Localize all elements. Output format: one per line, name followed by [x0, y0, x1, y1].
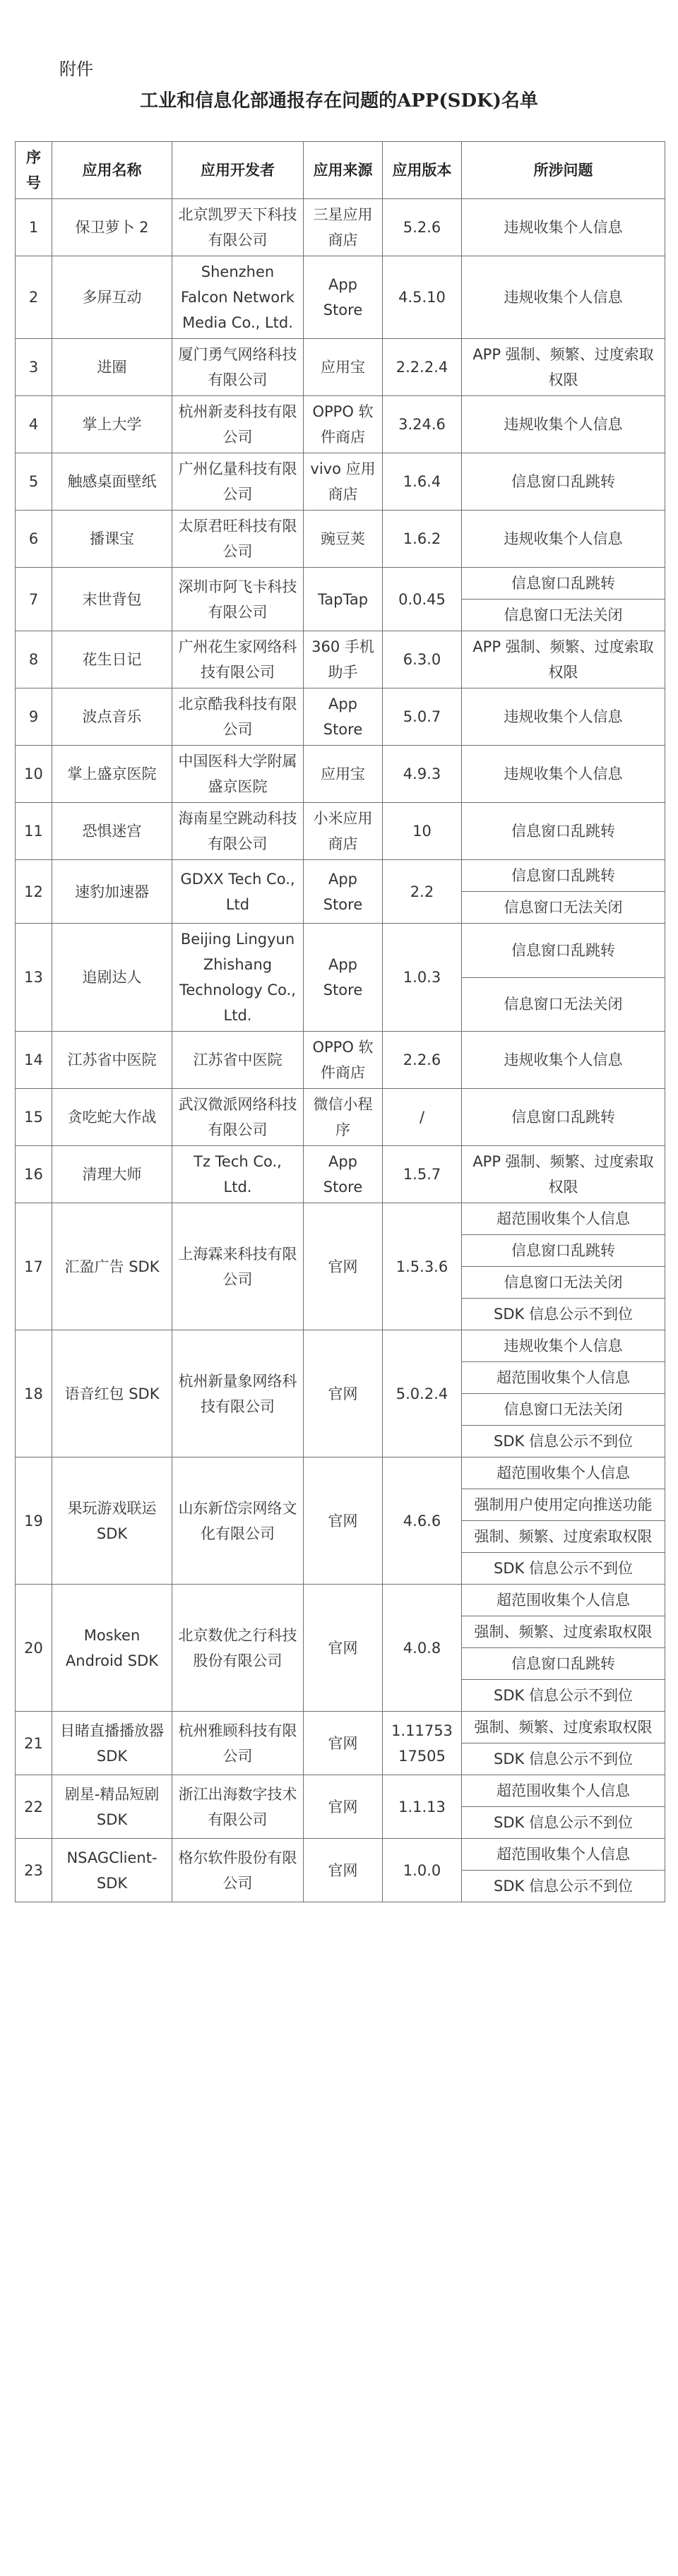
table-row — [16, 568, 665, 600]
row-number: 12 — [16, 860, 52, 924]
table-row — [16, 746, 665, 803]
table-row — [16, 1585, 665, 1616]
issue-cell: SDK 信息公示不到位 — [462, 1553, 665, 1585]
table-row — [16, 396, 665, 453]
developer-cell: 杭州新麦科技有限公司 — [172, 396, 304, 453]
app-name-cell: Mosken Android SDK — [52, 1585, 172, 1712]
table-row — [16, 511, 665, 568]
developer-cell: 北京数优之行科技股份有限公司 — [172, 1585, 304, 1712]
developer-cell: 太原君旺科技有限公司 — [172, 511, 304, 568]
header-app-name: 应用名称 — [52, 142, 172, 199]
table-row — [16, 339, 665, 396]
issue-cell: 超范围收集个人信息 — [462, 1839, 665, 1871]
source-cell: App Store — [304, 256, 383, 339]
version-cell: 5.2.6 — [383, 199, 462, 256]
developer-cell: 杭州雅顾科技有限公司 — [172, 1712, 304, 1775]
developer-cell: 江苏省中医院 — [172, 1032, 304, 1089]
issue-cell: SDK 信息公示不到位 — [462, 1743, 665, 1775]
source-cell: TapTap — [304, 568, 383, 631]
header-source: 应用来源 — [304, 142, 383, 199]
app-name-cell: 目睹直播播放器 SDK — [52, 1712, 172, 1775]
source-cell: App Store — [304, 688, 383, 746]
version-cell: 4.0.8 — [383, 1585, 462, 1712]
table-row — [16, 1032, 665, 1089]
source-cell: 微信小程序 — [304, 1089, 383, 1146]
header-no: 序号 — [16, 142, 52, 199]
issue-cell: 强制、频繁、过度索取权限 — [462, 1521, 665, 1553]
developer-cell: Beijing Lingyun Zhishang Technology Co., Ltd. — [172, 924, 304, 1032]
header-version: 应用版本 — [383, 142, 462, 199]
version-cell: 1.0.0 — [383, 1839, 462, 1902]
version-cell: 10 — [383, 803, 462, 860]
header-issues: 所涉问题 — [462, 142, 665, 199]
version-cell: 2.2 — [383, 860, 462, 924]
app-name-cell: 掌上盛京医院 — [52, 746, 172, 803]
developer-cell: 广州花生家网络科技有限公司 — [172, 631, 304, 688]
row-number: 5 — [16, 453, 52, 511]
version-cell: 2.2.2.4 — [383, 339, 462, 396]
source-cell: 应用宝 — [304, 339, 383, 396]
issue-cell: SDK 信息公示不到位 — [462, 1299, 665, 1330]
row-number: 20 — [16, 1585, 52, 1712]
developer-cell: 厦门勇气网络科技有限公司 — [172, 339, 304, 396]
app-name-cell: 恐惧迷宫 — [52, 803, 172, 860]
version-cell: 1.0.3 — [383, 924, 462, 1032]
issue-cell: 违规收集个人信息 — [462, 1032, 665, 1089]
issue-cell: 违规收集个人信息 — [462, 396, 665, 453]
issue-cell: 违规收集个人信息 — [462, 256, 665, 339]
developer-cell: 浙江出海数字技术有限公司 — [172, 1775, 304, 1839]
issue-cell: 信息窗口乱跳转 — [462, 1648, 665, 1680]
app-name-cell: 果玩游戏联运 SDK — [52, 1457, 172, 1585]
version-cell: 1.1175317505 — [383, 1712, 462, 1775]
source-cell: 官网 — [304, 1457, 383, 1585]
app-name-cell: 触感桌面壁纸 — [52, 453, 172, 511]
developer-cell: 山东新岱宗网络文化有限公司 — [172, 1457, 304, 1585]
developer-cell: Tz Tech Co., Ltd. — [172, 1146, 304, 1203]
table-row — [16, 1146, 665, 1203]
issue-cell: APP 强制、频繁、过度索取权限 — [462, 631, 665, 688]
issue-cell: 超范围收集个人信息 — [462, 1362, 665, 1394]
row-number: 10 — [16, 746, 52, 803]
row-number: 21 — [16, 1712, 52, 1775]
source-cell: 官网 — [304, 1585, 383, 1712]
table-row — [16, 688, 665, 746]
developer-cell: 北京酷我科技有限公司 — [172, 688, 304, 746]
version-cell: 0.0.45 — [383, 568, 462, 631]
developer-cell: 杭州新量象网络科技有限公司 — [172, 1330, 304, 1457]
issue-cell: SDK 信息公示不到位 — [462, 1807, 665, 1839]
issue-cell: APP 强制、频繁、过度索取权限 — [462, 1146, 665, 1203]
row-number: 13 — [16, 924, 52, 1032]
app-name-cell: 掌上大学 — [52, 396, 172, 453]
app-sdk-table — [15, 141, 665, 1902]
issue-cell: 超范围收集个人信息 — [462, 1203, 665, 1235]
source-cell: App Store — [304, 924, 383, 1032]
version-cell: 3.24.6 — [383, 396, 462, 453]
source-cell: 官网 — [304, 1775, 383, 1839]
row-number: 4 — [16, 396, 52, 453]
row-number: 7 — [16, 568, 52, 631]
issue-cell: 违规收集个人信息 — [462, 746, 665, 803]
table-row — [16, 1203, 665, 1235]
app-name-cell: 播课宝 — [52, 511, 172, 568]
table-row — [16, 453, 665, 511]
table-row — [16, 1712, 665, 1743]
developer-cell: 海南星空跳动科技有限公司 — [172, 803, 304, 860]
table-row — [16, 1839, 665, 1871]
table-row — [16, 1457, 665, 1489]
table-row — [16, 803, 665, 860]
version-cell: 4.6.6 — [383, 1457, 462, 1585]
version-cell: 1.5.7 — [383, 1146, 462, 1203]
app-name-cell: 贪吃蛇大作战 — [52, 1089, 172, 1146]
issue-cell: 强制用户使用定向推送功能 — [462, 1489, 665, 1521]
row-number: 14 — [16, 1032, 52, 1089]
app-name-cell: 多屏互动 — [52, 256, 172, 339]
row-number: 16 — [16, 1146, 52, 1203]
app-name-cell: 波点音乐 — [52, 688, 172, 746]
version-cell: / — [383, 1089, 462, 1146]
app-name-cell: NSAGClient-SDK — [52, 1839, 172, 1902]
issue-cell: 信息窗口乱跳转 — [462, 453, 665, 511]
issue-cell: 信息窗口无法关闭 — [462, 1267, 665, 1299]
app-name-cell: 江苏省中医院 — [52, 1032, 172, 1089]
row-number: 18 — [16, 1330, 52, 1457]
version-cell: 4.9.3 — [383, 746, 462, 803]
source-cell: 应用宝 — [304, 746, 383, 803]
issue-cell: 违规收集个人信息 — [462, 199, 665, 256]
row-number: 19 — [16, 1457, 52, 1585]
source-cell: 官网 — [304, 1839, 383, 1902]
developer-cell: 深圳市阿飞卡科技有限公司 — [172, 568, 304, 631]
issue-cell: 信息窗口无法关闭 — [462, 1394, 665, 1426]
source-cell: 360 手机助手 — [304, 631, 383, 688]
row-number: 8 — [16, 631, 52, 688]
issue-cell: 强制、频繁、过度索取权限 — [462, 1712, 665, 1743]
row-number: 11 — [16, 803, 52, 860]
issue-cell: 违规收集个人信息 — [462, 1330, 665, 1362]
issue-cell: SDK 信息公示不到位 — [462, 1426, 665, 1457]
table-header-row — [16, 142, 665, 199]
source-cell: App Store — [304, 1146, 383, 1203]
issue-cell: 违规收集个人信息 — [462, 511, 665, 568]
developer-cell: GDXX Tech Co., Ltd — [172, 860, 304, 924]
version-cell: 2.2.6 — [383, 1032, 462, 1089]
table-row — [16, 1330, 665, 1362]
row-number: 17 — [16, 1203, 52, 1330]
version-cell: 1.6.2 — [383, 511, 462, 568]
row-number: 23 — [16, 1839, 52, 1902]
source-cell: App Store — [304, 860, 383, 924]
version-cell: 1.5.3.6 — [383, 1203, 462, 1330]
table-row — [16, 860, 665, 892]
app-name-cell: 速豹加速器 — [52, 860, 172, 924]
app-name-cell: 清理大师 — [52, 1146, 172, 1203]
source-cell: 小米应用商店 — [304, 803, 383, 860]
source-cell: 豌豆荚 — [304, 511, 383, 568]
developer-cell: 格尔软件股份有限公司 — [172, 1839, 304, 1902]
table-row — [16, 199, 665, 256]
source-cell: vivo 应用商店 — [304, 453, 383, 511]
source-cell: 三星应用商店 — [304, 199, 383, 256]
version-cell: 5.0.2.4 — [383, 1330, 462, 1457]
app-name-cell: 剧星-精品短剧 SDK — [52, 1775, 172, 1839]
issue-cell: 超范围收集个人信息 — [462, 1585, 665, 1616]
app-name-cell: 花生日记 — [52, 631, 172, 688]
issue-cell: SDK 信息公示不到位 — [462, 1871, 665, 1902]
issue-cell: 信息窗口无法关闭 — [462, 600, 665, 631]
document-title: 工业和信息化部通报存在问题的APP(SDK)名单 — [140, 90, 538, 112]
issue-cell: 信息窗口乱跳转 — [462, 924, 665, 978]
table-row — [16, 256, 665, 339]
source-cell: 官网 — [304, 1330, 383, 1457]
source-cell: OPPO 软件商店 — [304, 396, 383, 453]
issue-cell: APP 强制、频繁、过度索取权限 — [462, 339, 665, 396]
version-cell: 5.0.7 — [383, 688, 462, 746]
issue-cell: 超范围收集个人信息 — [462, 1775, 665, 1807]
row-number: 6 — [16, 511, 52, 568]
app-name-cell: 语音红包 SDK — [52, 1330, 172, 1457]
row-number: 1 — [16, 199, 52, 256]
table-row — [16, 631, 665, 688]
issue-cell: 信息窗口乱跳转 — [462, 860, 665, 892]
row-number: 3 — [16, 339, 52, 396]
issue-cell: 强制、频繁、过度索取权限 — [462, 1616, 665, 1648]
issue-cell: 信息窗口乱跳转 — [462, 1235, 665, 1267]
issue-cell: SDK 信息公示不到位 — [462, 1680, 665, 1712]
issue-cell: 信息窗口无法关闭 — [462, 892, 665, 924]
version-cell: 4.5.10 — [383, 256, 462, 339]
row-number: 22 — [16, 1775, 52, 1839]
row-number: 9 — [16, 688, 52, 746]
source-cell: 官网 — [304, 1203, 383, 1330]
table-body — [16, 199, 665, 1902]
issue-cell: 信息窗口无法关闭 — [462, 977, 665, 1032]
source-cell: 官网 — [304, 1712, 383, 1775]
attachment-label: 附件 — [59, 59, 93, 79]
developer-cell: 上海霖来科技有限公司 — [172, 1203, 304, 1330]
issue-cell: 信息窗口乱跳转 — [462, 803, 665, 860]
app-name-cell: 汇盈广告 SDK — [52, 1203, 172, 1330]
table-row — [16, 1089, 665, 1146]
version-cell: 1.1.13 — [383, 1775, 462, 1839]
row-number: 2 — [16, 256, 52, 339]
row-number: 15 — [16, 1089, 52, 1146]
developer-cell: 武汉微派网络科技有限公司 — [172, 1089, 304, 1146]
developer-cell: Shenzhen Falcon Network Media Co., Ltd. — [172, 256, 304, 339]
table-row — [16, 924, 665, 978]
version-cell: 1.6.4 — [383, 453, 462, 511]
source-cell: OPPO 软件商店 — [304, 1032, 383, 1089]
issue-cell: 信息窗口乱跳转 — [462, 1089, 665, 1146]
developer-cell: 中国医科大学附属盛京医院 — [172, 746, 304, 803]
issue-cell: 信息窗口乱跳转 — [462, 568, 665, 600]
app-name-cell: 末世背包 — [52, 568, 172, 631]
header-developer: 应用开发者 — [172, 142, 304, 199]
version-cell: 6.3.0 — [383, 631, 462, 688]
table-row — [16, 1775, 665, 1807]
issue-cell: 违规收集个人信息 — [462, 688, 665, 746]
app-name-cell: 追剧达人 — [52, 924, 172, 1032]
developer-cell: 北京凯罗天下科技有限公司 — [172, 199, 304, 256]
developer-cell: 广州亿量科技有限公司 — [172, 453, 304, 511]
app-name-cell: 进圈 — [52, 339, 172, 396]
issue-cell: 超范围收集个人信息 — [462, 1457, 665, 1489]
app-name-cell: 保卫萝卜 2 — [52, 199, 172, 256]
